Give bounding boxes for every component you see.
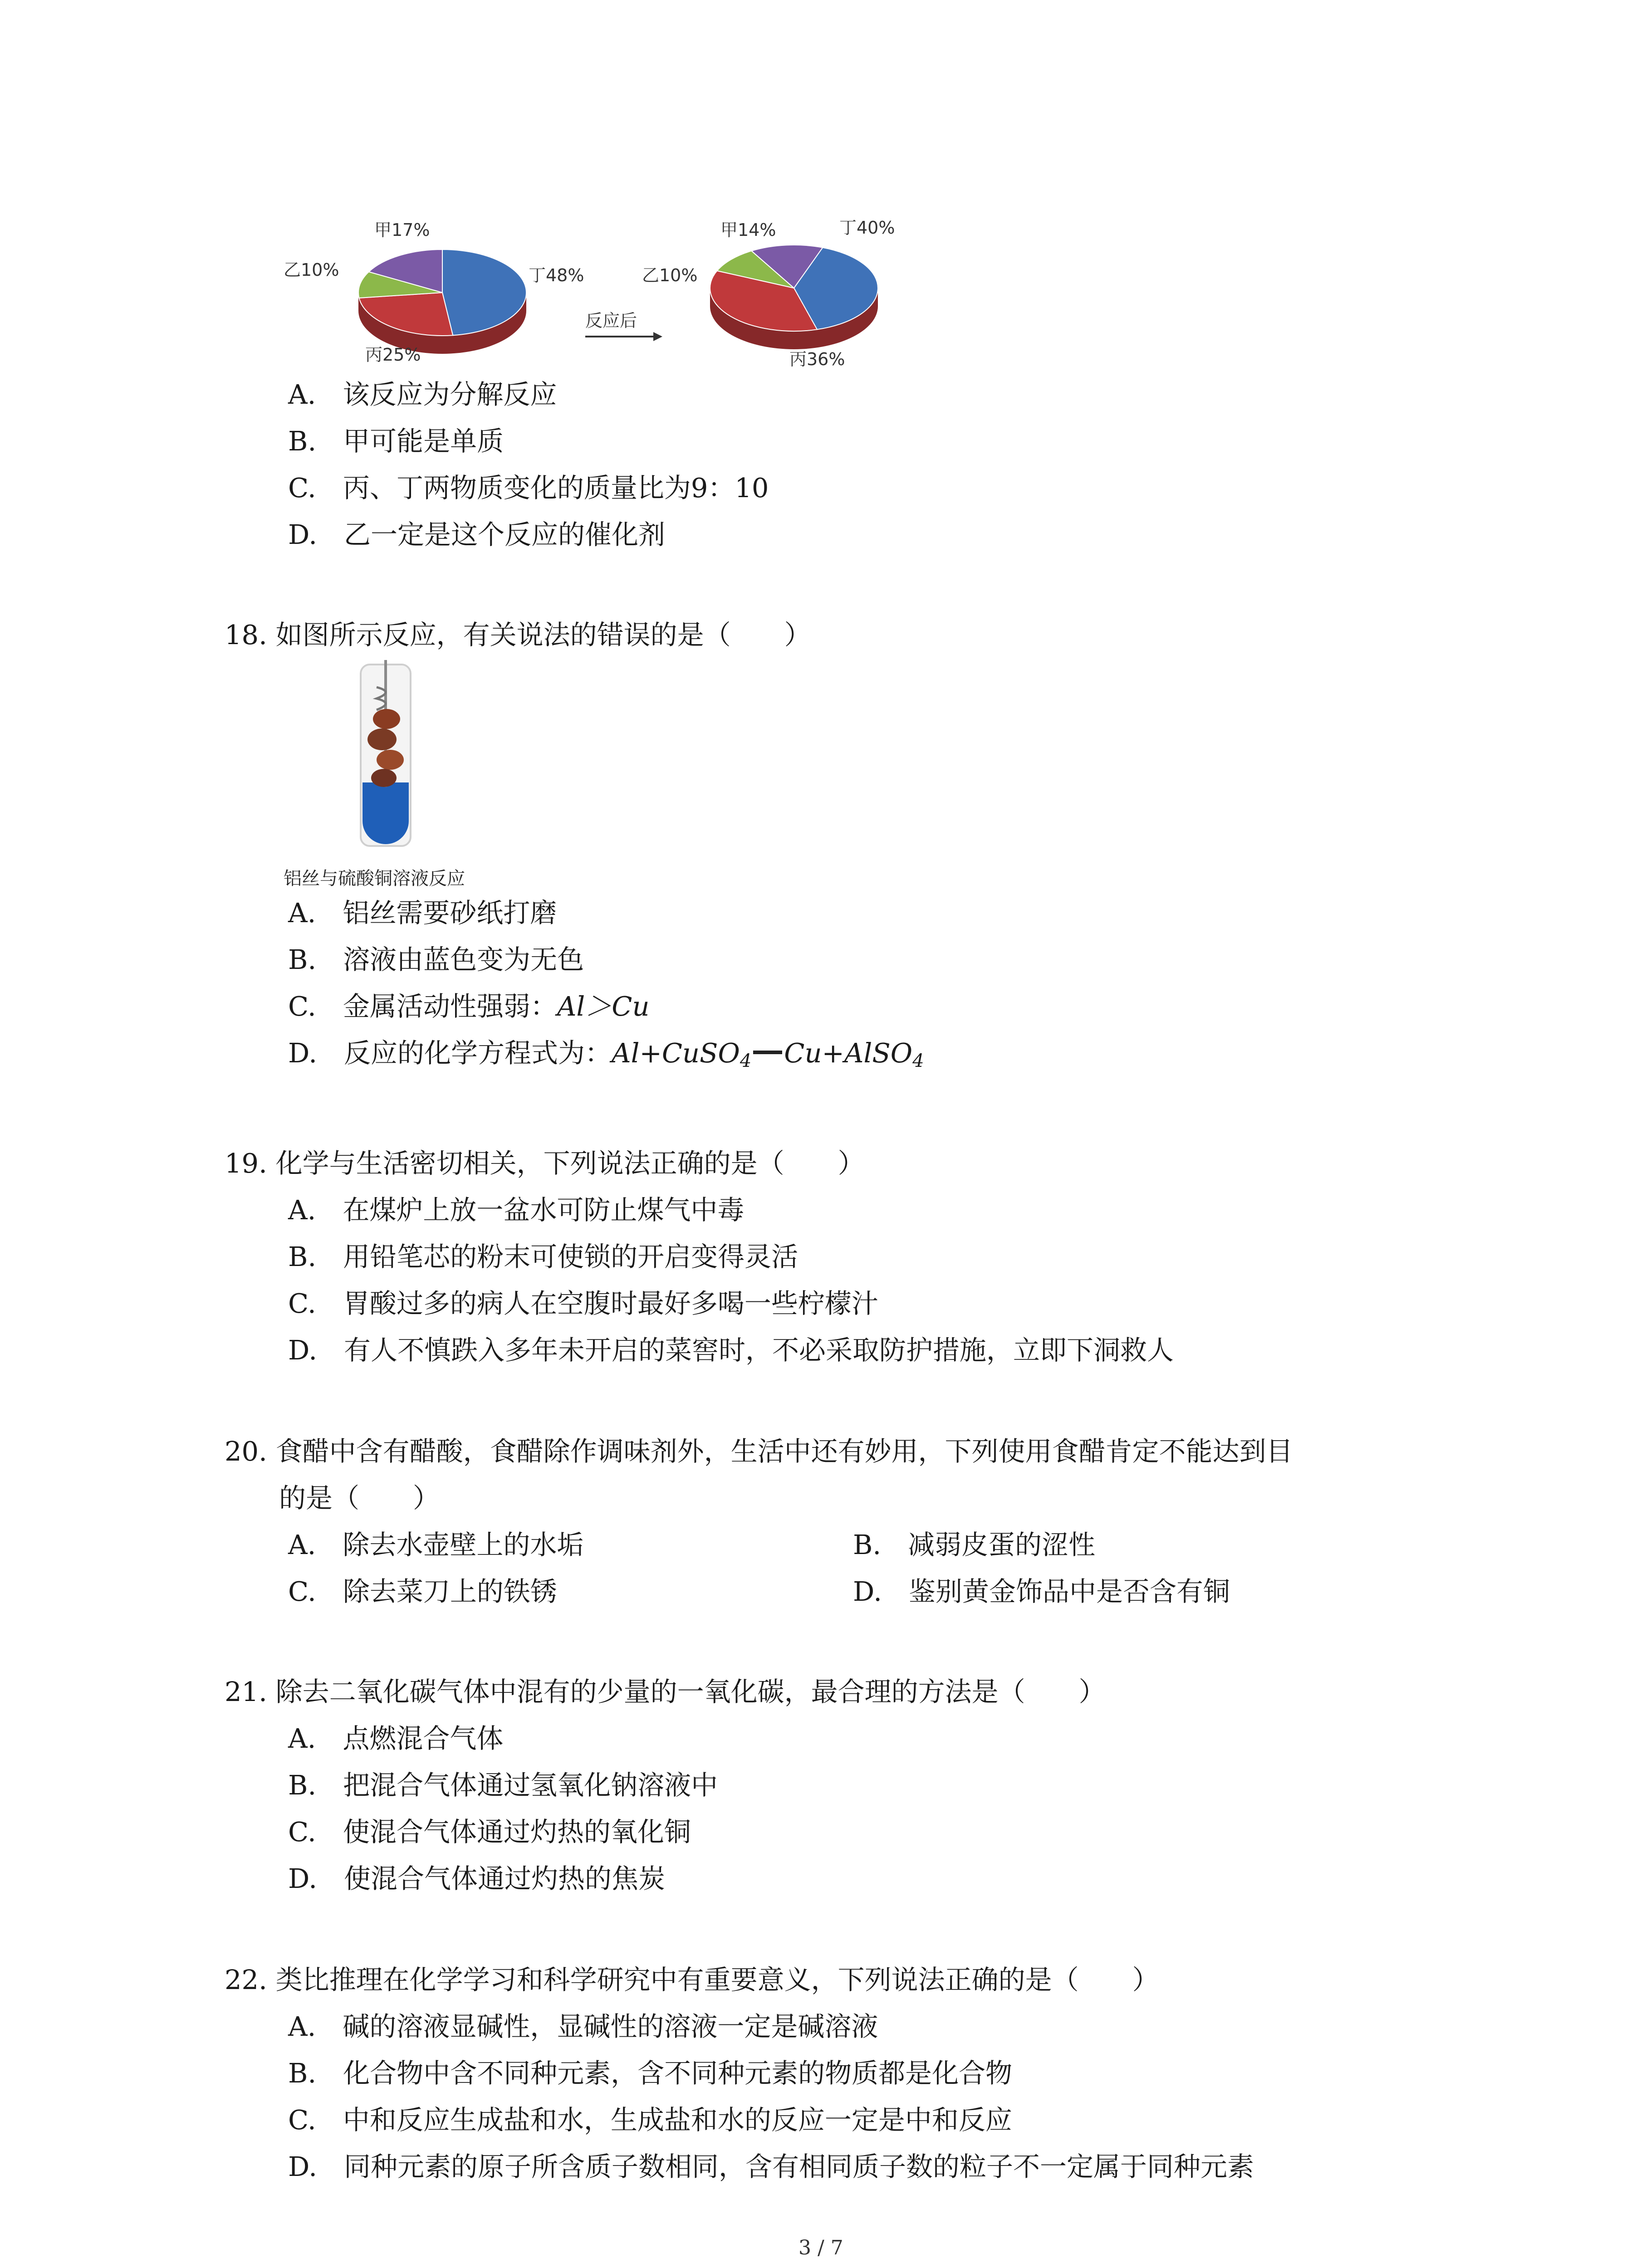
pie-after-label-jia: 甲14% (720, 220, 776, 240)
q18-d-products: Cu+AlSO (784, 1037, 913, 1069)
q22-option-c: C. 中和反应生成盐和水，生成盐和水的反应一定是中和反应 (288, 2104, 1012, 2136)
q22-stem: 22. 类比推理在化学学习和科学研究中有重要意义，下列说法正确的是（ ） (225, 1964, 1159, 1995)
q19-option-d: D. 有人不慎跌入多年未开启的菜窖时，不必采取防护措施，立即下洞救人 (288, 1334, 1174, 1366)
q19-option-a: A. 在煤炉上放一盆水可防止煤气中毒 (288, 1194, 745, 1226)
pie-before (358, 249, 526, 354)
q22-option-a: A. 碱的溶液显碱性，显碱性的溶液一定是碱溶液 (288, 2011, 878, 2042)
pie-before-label-bing: 丙25% (365, 345, 421, 365)
q22-option-d: D. 同种元素的原子所含质子数相同，含有相同质子数的粒子不一定属于同种元素 (288, 2151, 1254, 2182)
test-tube-caption: 铝丝与硫酸铜溶液反应 (284, 868, 465, 889)
q18-option-b: B. 溶液由蓝色变为无色 (288, 944, 584, 975)
q18-d-reactants: Al+CuSO (612, 1037, 740, 1069)
q18-option-a: A. 铝丝需要砂纸打磨 (288, 897, 557, 929)
q20-option-a: A. 除去水壶壁上的水垢 (288, 1529, 584, 1560)
q18-d-subscript-2: 4 (912, 1051, 924, 1071)
q20-stem-line1: 20. 食醋中含有醋酸，食醋除作调味剂外，生活中还有妙用，下列使用食醋肯定不能达到目 (225, 1436, 1293, 1467)
pie-chart-figure (272, 209, 953, 381)
copper-deposit-1 (373, 709, 400, 729)
copper-deposit-4 (371, 769, 397, 787)
reaction-arrow-head (653, 332, 662, 341)
q21-option-a: A. 点燃混合气体 (288, 1723, 504, 1754)
pie-before-label-yi: 乙10% (284, 260, 339, 280)
copper-deposit-3 (377, 750, 404, 770)
q17-option-d: D. 乙一定是这个反应的催化剂 (288, 519, 665, 550)
pie-after-label-ding: 丁40% (839, 218, 895, 238)
q17-option-a: A. 该反应为分解反应 (288, 379, 557, 410)
q20-option-c: C. 除去菜刀上的铁锈 (288, 1576, 557, 1607)
copper-deposit-2 (367, 728, 397, 750)
q18-option-d: D. 反应的化学方程式为：Al+CuSO$_4$ Cu+AlSO$_4$ (288, 1037, 924, 1071)
test-tube-figure (345, 660, 436, 860)
equation-equals-bar (753, 1051, 782, 1054)
page-number: 3 / 7 (798, 2236, 843, 2259)
pie-before-label-ding: 丁48% (529, 265, 584, 285)
q22-option-b: B. 化合物中含不同种元素，含不同种元素的物质都是化合物 (288, 2058, 1013, 2089)
q20-option-d: D. 鉴别黄金饰品中是否含有铜 (853, 1576, 1230, 1607)
q19-option-c: C. 胃酸过多的病人在空腹时最好多喝一些柠檬汁 (288, 1288, 878, 1319)
q18-c-formula: Al＞Cu (557, 991, 650, 1022)
q18-d-subscript-1: 4 (740, 1051, 752, 1071)
q21-option-c: C. 使混合气体通过灼热的氧化铜 (288, 1816, 691, 1848)
q21-stem: 21. 除去二氧化碳气体中混有的少量的一氧化碳，最合理的方法是（ ） (225, 1676, 1106, 1707)
q21-option-d: D. 使混合气体通过灼热的焦炭 (288, 1863, 665, 1894)
pie-after-label-yi: 乙10% (642, 265, 698, 285)
q20-stem-line2: 的是（ ） (279, 1482, 440, 1514)
pie-after (710, 245, 878, 349)
q20-option-b: B. 减弱皮蛋的涩性 (853, 1529, 1096, 1560)
q18-option-c: C. 金属活动性强弱：Al＞Cu (288, 991, 650, 1022)
q17-option-b: B. 甲可能是单质 (288, 425, 504, 457)
pie-after-label-bing: 丙36% (789, 349, 845, 369)
q19-stem: 19. 化学与生活密切相关，下列说法正确的是（ ） (225, 1148, 865, 1179)
q21-option-b: B. 把混合气体通过氢氧化钠溶液中 (288, 1769, 718, 1801)
q19-option-b: B. 用铅笔芯的粉末可使锁的开启变得灵活 (288, 1241, 798, 1272)
reaction-arrow-label: 反应后 (585, 311, 637, 331)
pie-before-label-jia: 甲17% (374, 220, 430, 240)
q18-stem: 18. 如图所示反应，有关说法的错误的是（ ） (225, 619, 811, 650)
blue-solution (362, 782, 409, 844)
q17-option-c: C. 丙、丁两物质变化的质量比为9：10 (288, 472, 769, 503)
